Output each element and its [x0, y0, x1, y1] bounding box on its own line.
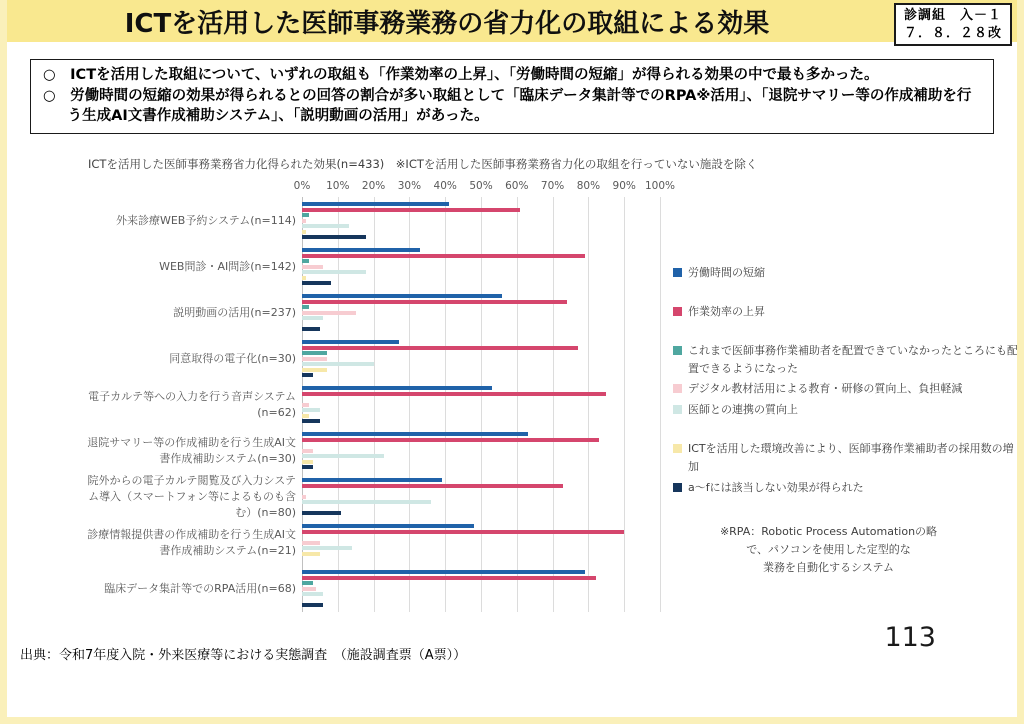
source-text: 出典：令和7年度入院・外来医療等における実態調査 （施設調査票（A票）） — [20, 648, 467, 663]
x-tick-60%: 60% — [505, 179, 529, 192]
stamp-box — [894, 3, 1012, 46]
rpa-note-line-3: 業務を自動化するシステム — [763, 561, 894, 575]
legend-swatch-5 — [673, 405, 682, 414]
bar-series-4 — [302, 403, 309, 407]
rpa-note-line-2: で、パソコンを使用した定型的な — [746, 543, 911, 557]
bar-series-6 — [302, 230, 306, 234]
legend-label-3: これまで医師事務作業補助者を配置できていなかったところにも配置できるようになった — [688, 343, 1018, 375]
stamp-line-2: ７．８．２８改 — [903, 25, 1002, 41]
bar-group-7 — [302, 474, 660, 520]
labels-spacer — [86, 180, 302, 198]
x-tick-40%: 40% — [433, 179, 457, 192]
bar-series-1 — [302, 248, 420, 252]
bar-series-7 — [302, 281, 331, 285]
summary-bullet-1: ○ ICTを活用した取組について、いずれの取組も「作業効率の上昇」、「労働時間の短縮」が得られる効果の中で最も多かった。 — [43, 67, 879, 83]
bar-group-9 — [302, 566, 660, 612]
bar-series-6 — [302, 368, 327, 372]
bar-series-3 — [302, 259, 309, 263]
bar-series-7 — [302, 327, 320, 331]
bar-series-3 — [302, 305, 309, 309]
bar-series-4 — [302, 357, 327, 361]
bar-series-4 — [302, 219, 306, 223]
bar-series-5 — [302, 500, 431, 504]
legend-item-4 — [673, 380, 1024, 398]
category-labels-column — [86, 180, 302, 612]
x-tick-50%: 50% — [469, 179, 493, 192]
bar-series-2 — [302, 254, 585, 258]
bar-series-5 — [302, 270, 366, 274]
bar-series-5 — [302, 224, 349, 228]
category-label-9: 臨床データ集計等でのRPA活用(n=68) — [104, 581, 296, 595]
legend — [673, 264, 1024, 497]
bar-group-5 — [302, 382, 660, 428]
legend-item-2 — [673, 303, 1024, 321]
category-label-1: 外来診療WEB予約システム(n=114) — [115, 213, 296, 227]
x-tick-90%: 90% — [612, 179, 636, 192]
legend-label-6: ICTを活用した環境改善により、医師事務作業補助者の採用数の増加 — [688, 442, 1014, 474]
legend-swatch-7 — [673, 483, 682, 492]
x-tick-80%: 80% — [576, 179, 601, 192]
bar-series-1 — [302, 432, 528, 436]
category-label-8: 診療情報提供書の作成補助を行う生成AI文書作成補助システム(n=21) — [87, 527, 296, 557]
bar-series-4 — [302, 541, 320, 545]
category-label-3: 説明動画の活用(n=237) — [173, 305, 296, 319]
category-label-6: 退院サマリー等の作成補助を行う生成AI文書作成補助システム(n=30) — [87, 435, 296, 465]
bar-series-4 — [302, 311, 356, 315]
legend-swatch-2 — [673, 307, 682, 316]
bar-series-2 — [302, 576, 596, 580]
bar-series-3 — [302, 213, 309, 217]
legend-column — [660, 180, 1024, 612]
legend-label-1: 労働時間の短縮 — [688, 265, 765, 279]
x-tick-0%: 0% — [293, 179, 311, 192]
bar-series-7 — [302, 511, 341, 515]
bar-series-1 — [302, 294, 502, 298]
bar-series-1 — [302, 524, 474, 528]
bar-series-1 — [302, 340, 399, 344]
bar-series-4 — [302, 265, 323, 269]
bar-series-5 — [302, 546, 352, 550]
bar-series-4 — [302, 449, 313, 453]
legend-swatch-3 — [673, 346, 682, 355]
bar-series-5 — [302, 454, 384, 458]
bar-series-5 — [302, 316, 323, 320]
legend-label-7: a～fには該当しない効果が得られた — [688, 481, 864, 495]
bar-group-1 — [302, 198, 660, 244]
bar-series-6 — [302, 460, 313, 464]
bar-series-7 — [302, 419, 320, 423]
legend-swatch-4 — [673, 384, 682, 393]
category-label-2: WEB問診・AI問診(n=142) — [159, 259, 296, 273]
rpa-note — [673, 523, 1024, 577]
bar-series-1 — [302, 570, 585, 574]
bar-series-5 — [302, 362, 374, 366]
bar-series-5 — [302, 592, 323, 596]
category-label-4: 同意取得の電子化(n=30) — [169, 351, 296, 365]
bar-series-2 — [302, 484, 563, 488]
legend-swatch-6 — [673, 444, 682, 453]
page-number: 113 — [884, 622, 936, 653]
bar-series-2 — [302, 438, 599, 442]
bar-series-3 — [302, 351, 327, 355]
x-tick-10%: 10% — [326, 179, 350, 192]
chart-title: ICTを活用した医師事務業務省力化得られた効果(n=433) ※ICTを活用した医師事務業務省力化の取組を行っていない施設を除く — [88, 156, 758, 171]
bar-series-6 — [302, 552, 320, 556]
page-title: ICTを活用した医師事務業務の省力化の取組による効果 — [124, 8, 770, 39]
x-axis-ticks — [293, 179, 676, 198]
legend-item-7 — [673, 479, 1024, 497]
bar-series-3 — [302, 581, 313, 585]
bar-series-2 — [302, 208, 520, 212]
bar-series-4 — [302, 495, 306, 499]
bar-series-2 — [302, 392, 606, 396]
bar-group-4 — [302, 336, 660, 382]
bar-series-7 — [302, 465, 313, 469]
title-band — [0, 0, 1024, 42]
bar-group-2 — [302, 244, 660, 290]
bar-series-1 — [302, 478, 442, 482]
x-tick-20%: 20% — [361, 179, 386, 192]
x-tick-70%: 70% — [540, 179, 565, 192]
legend-item-6 — [673, 440, 1024, 476]
bar-group-8 — [302, 520, 660, 566]
bar-series-2 — [302, 346, 578, 350]
bar-group-6 — [302, 428, 660, 474]
bar-series-6 — [302, 276, 306, 280]
legend-swatch-1 — [673, 268, 682, 277]
x-tick-30%: 30% — [397, 179, 422, 192]
legend-label-2: 作業効率の上昇 — [688, 304, 765, 318]
legend-item-1 — [673, 264, 1024, 282]
summary-box — [30, 59, 994, 134]
bar-series-2 — [302, 530, 624, 534]
category-label-5: 電子カルテ等への入力を行う音声システム(n=62) — [88, 389, 296, 419]
bar-series-6 — [302, 414, 309, 418]
bar-series-1 — [302, 202, 449, 206]
legend-item-5 — [673, 401, 1024, 419]
plot-column — [293, 179, 676, 612]
category-label-7: 院外からの電子カルテ閲覧及び入力システム導入（スマートフォン等によるものも含む）(n=80) — [87, 473, 296, 519]
bar-group-3 — [302, 290, 660, 336]
bar-series-7 — [302, 603, 323, 607]
plot-area — [302, 198, 660, 612]
legend-label-5: 医師との連携の質向上 — [688, 403, 798, 417]
bar-series-1 — [302, 386, 492, 390]
bar-series-2 — [302, 300, 567, 304]
summary-bullet-2: ○ 労働時間の短縮の効果が得られるとの回答の割合が多い取組として「臨床データ集計等でのRPA※活用」、「退院サマリー等の作成補助を行う生成AI文書作成補助システム」、「説明動画の活用」があった。 — [43, 87, 972, 125]
rpa-note-line-1: ※RPA：Robotic Process Automationの略 — [719, 525, 938, 539]
bar-series-7 — [302, 235, 366, 239]
x-tick-100%: 100% — [644, 179, 676, 192]
bar-series-4 — [302, 587, 316, 591]
bar-series-7 — [302, 373, 313, 377]
gridline-100 — [660, 197, 661, 612]
bar-series-5 — [302, 408, 320, 412]
stamp-line-1: 診調組 入－１ — [903, 8, 1002, 23]
legend-item-3 — [673, 342, 1024, 378]
bar-chart — [86, 180, 1024, 612]
legend-label-4: デジタル教材活用による教育・研修の質向上、負担軽減 — [688, 382, 963, 396]
